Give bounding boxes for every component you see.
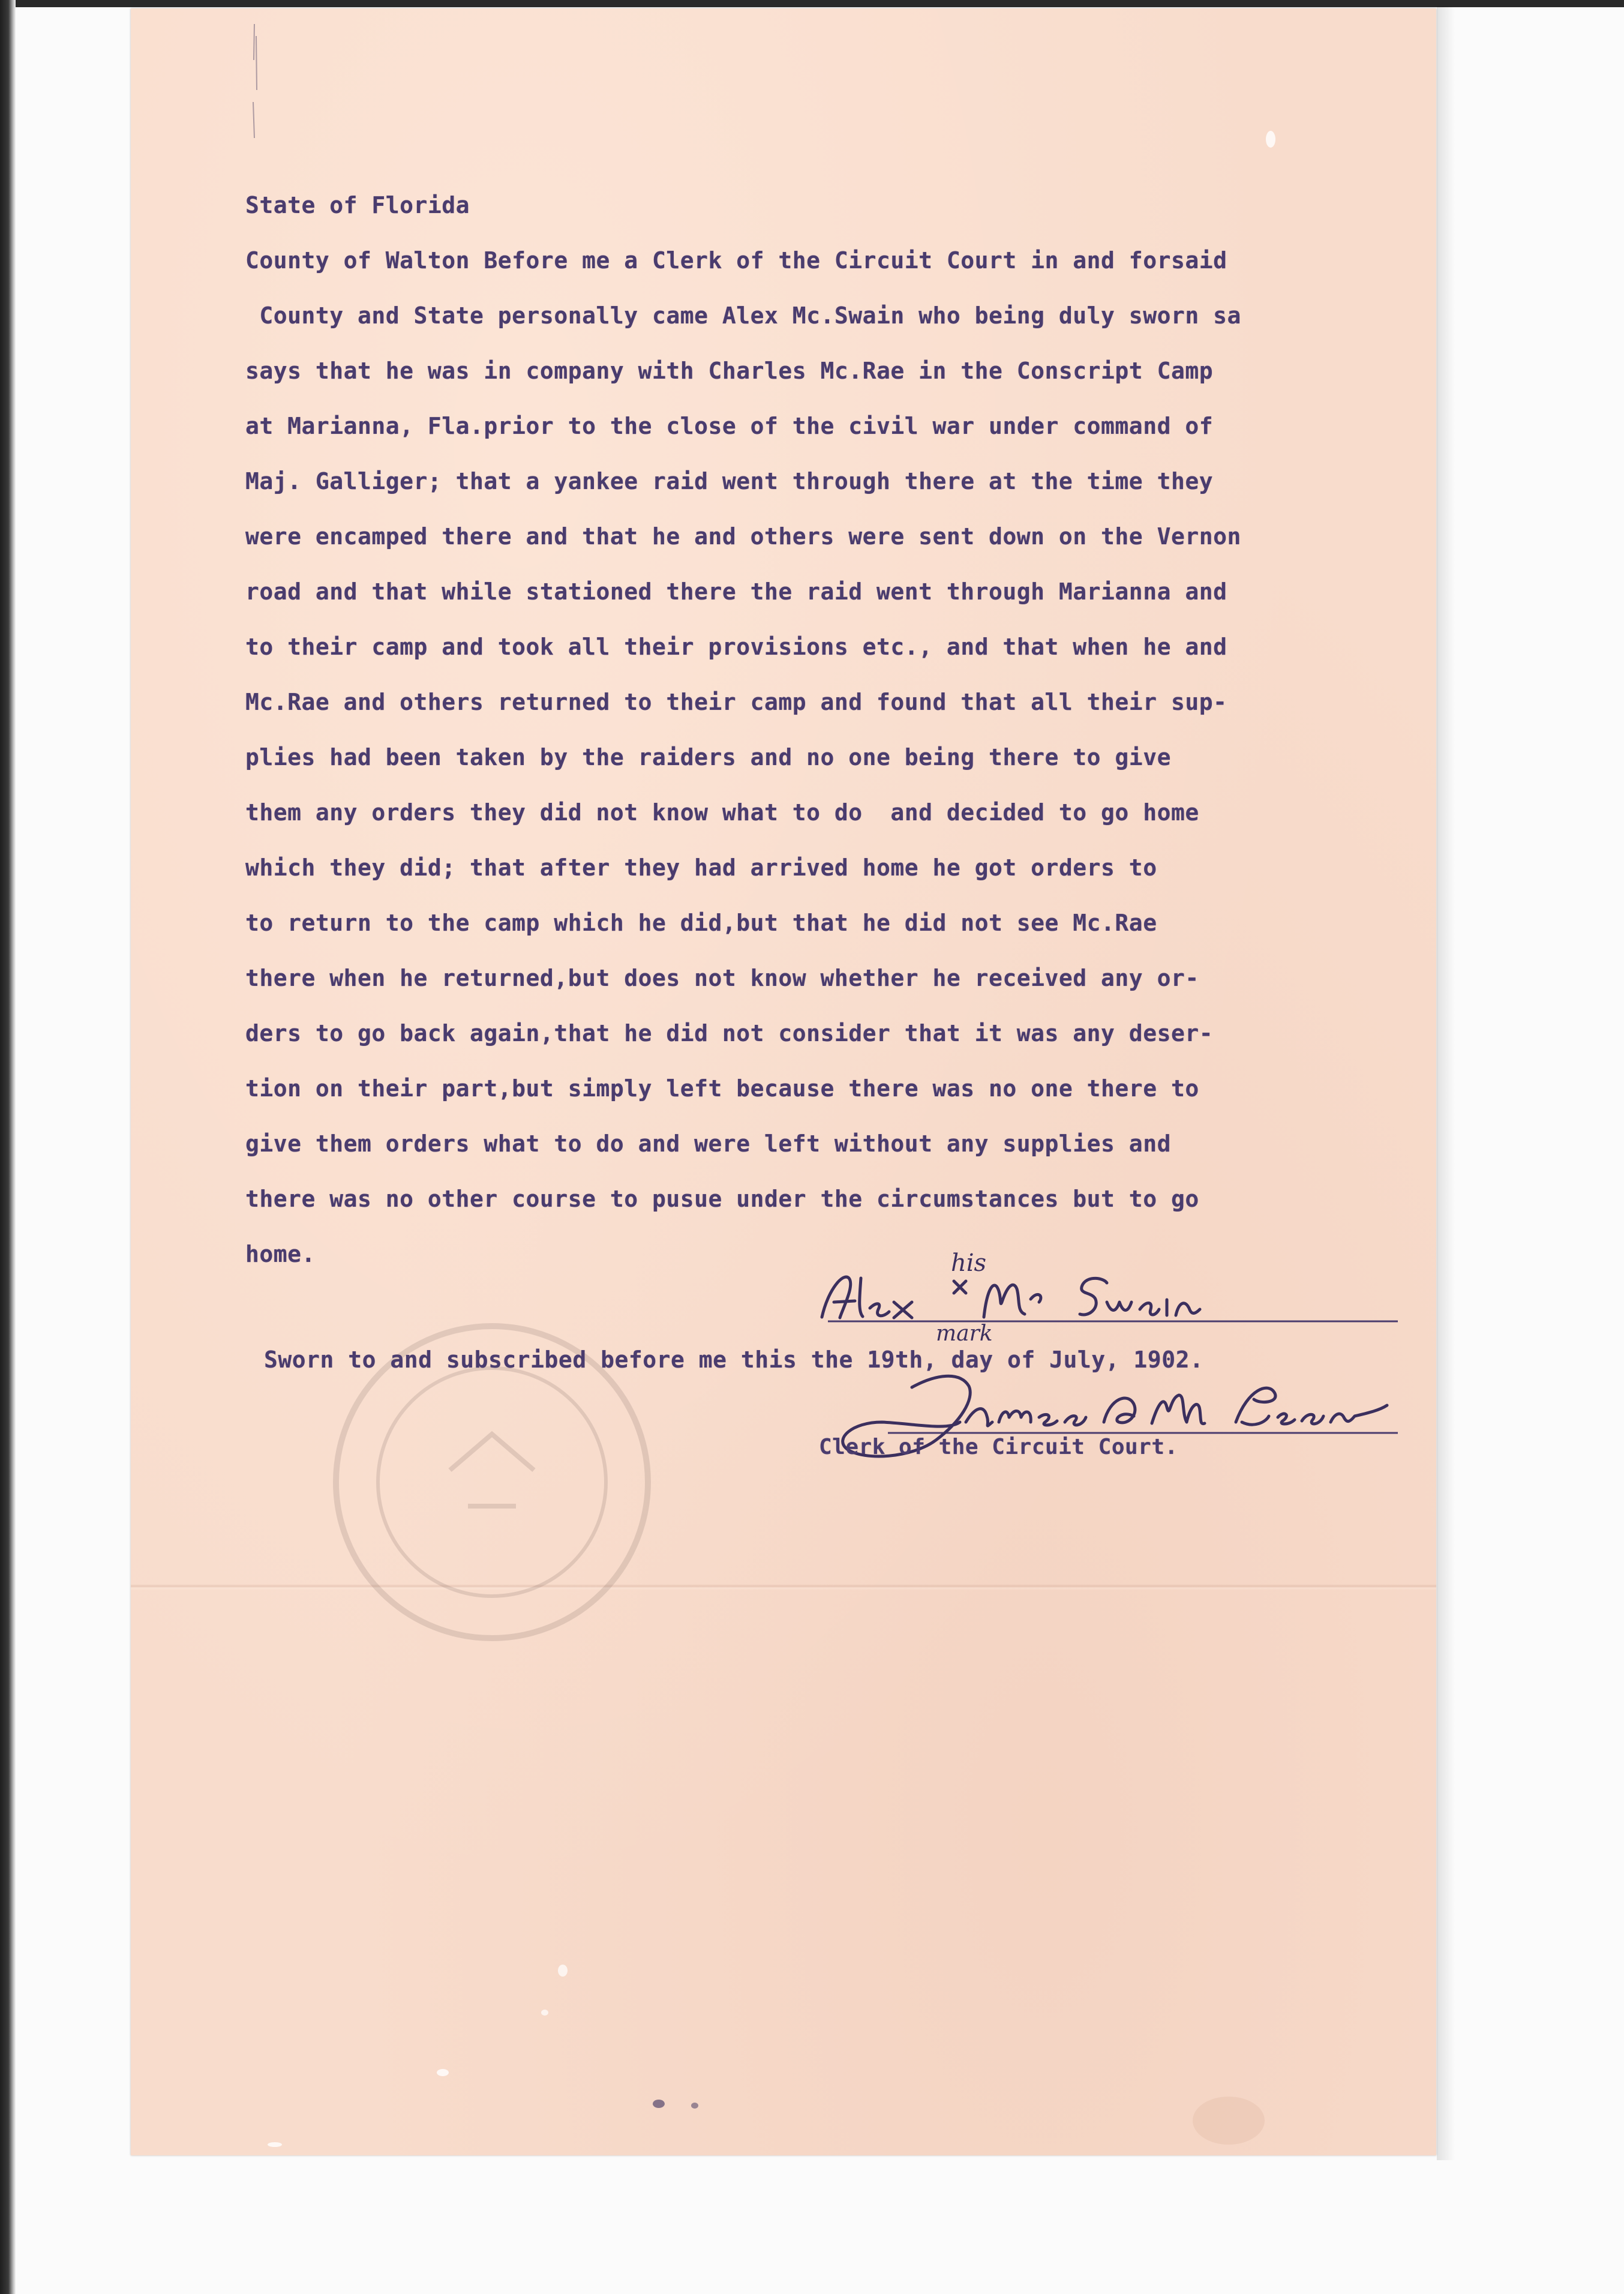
clerk-title: Clerk of the Circuit Court. (819, 1435, 1178, 1459)
body-line: County of Walton Before me a Clerk of the Circuit Court in and forsaid (245, 247, 1227, 274)
body-line: road and that while stationed there the raid went through Marianna and (245, 578, 1227, 605)
affiant-mark-word-above: his (951, 1249, 987, 1277)
body-line: to return to the camp which he did,but that he did not see Mc.Rae (245, 910, 1157, 936)
scanner-left-edge (0, 0, 16, 2294)
body-line: them any orders they did not know what to do and decided to go home (245, 799, 1199, 826)
body-line: Mc.Rae and others returned to their camp and found that all their sup- (245, 689, 1227, 715)
body-line: tion on their part,but simply left because there was no one there to (245, 1075, 1199, 1102)
body-line: says that he was in company with Charles Mc.Rae in the Conscript Camp (245, 358, 1214, 384)
body-line: home. (245, 1241, 316, 1267)
body-line: which they did; that after they had arrived home he got orders to (245, 854, 1157, 881)
affiant-mark-word-below: mark (936, 1321, 993, 1346)
body-line: give them orders what to do and were left without any supplies and (245, 1130, 1171, 1157)
body-line: at Marianna, Fla.prior to the close of the civil war under command of (245, 413, 1214, 439)
body-line: there was no other course to pusue under the circumstances but to go (245, 1186, 1199, 1212)
body-line: County and State personally came Alex Mc.Swain who being duly sworn sa (245, 302, 1241, 329)
body-line: were encamped there and that he and others were sent down on the Vernon (245, 523, 1241, 550)
document-heading: State of Florida (245, 192, 470, 218)
margin-pencil-marks (251, 18, 263, 150)
affiant-signature (822, 1277, 1200, 1318)
page-shadow (1437, 6, 1455, 2160)
scanner-top-edge (0, 0, 1624, 7)
body-line: plies had been taken by the raiders and no one being there to give (245, 744, 1171, 770)
body-line: there when he returned,but does not know whether he received any or- (245, 965, 1199, 991)
body-line: ders to go back again,that he did not consider that it was any deser- (245, 1020, 1214, 1046)
body-line: Maj. Galliger; that a yankee raid went through there at the time they (245, 468, 1214, 494)
sworn-statement: Sworn to and subscribed before me this the 19th, day of July, 1902. (264, 1347, 1204, 1373)
body-line: to their camp and took all their provisions etc., and that when he and (245, 634, 1227, 660)
